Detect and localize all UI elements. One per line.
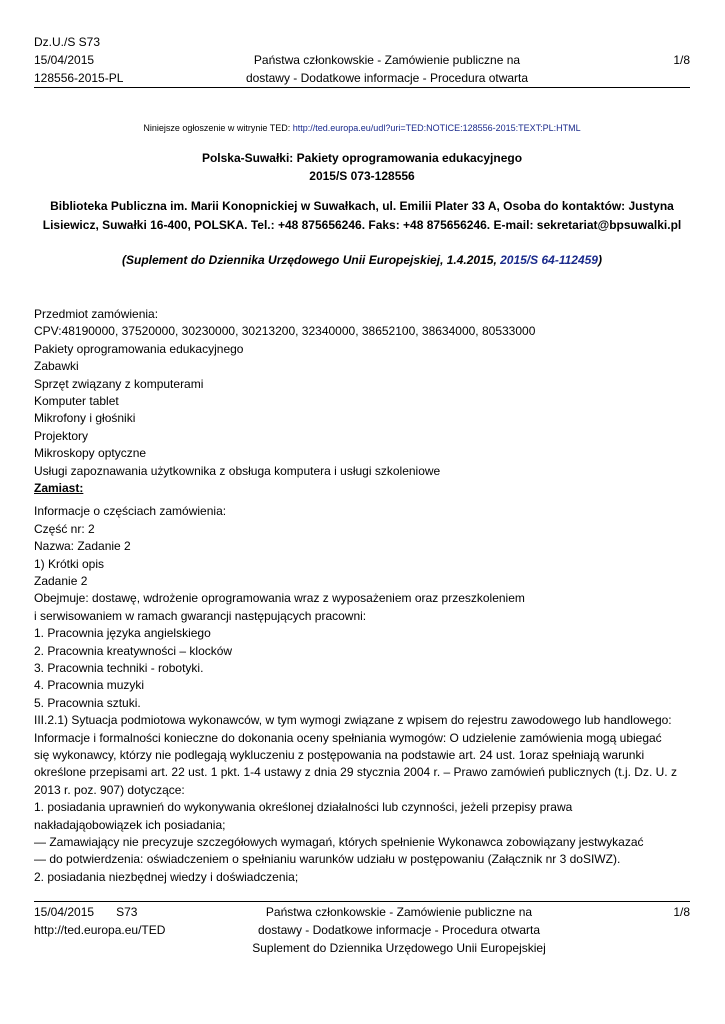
body-line: Nazwa: Zadanie 2 — [34, 539, 131, 554]
supplement-reference — [34, 251, 690, 269]
ted-notice-prefix: Niniejsze ogłoszenie w witrynie TED: — [143, 123, 291, 133]
body-line: — Zamawiający nie precyzuje szczegółowych wymagań, których spełnienie Wykonawca zobowiązany jestwykazać — [34, 835, 644, 850]
body-line: nakładająobowiązek ich posiadania; — [34, 817, 226, 832]
body-line: 1. Pracownia języka angielskiego — [34, 626, 211, 641]
header-title — [224, 51, 550, 87]
notice-title-line1: Polska-Suwałki: Pakiety oprogramowania edukacyjnego — [201, 151, 523, 165]
header-title-line2: dostawy - Dodatkowe informacje - Procedura otwarta — [245, 71, 529, 85]
contracting-line1: Biblioteka Publiczna im. Marii Konopnickiej w Suwałkach, ul. Emilii Plater 33 A, Osoba do kontaktów: Justyna — [50, 199, 674, 213]
body-line: Komputer tablet — [34, 393, 119, 408]
ted-notice — [34, 121, 690, 135]
body-line: 1) Krótki opis — [34, 556, 105, 571]
lots-section — [34, 503, 690, 886]
supplement-close: ) — [597, 253, 602, 267]
header-meta — [34, 33, 123, 87]
body-line: Przedmiot zamówienia: — [34, 307, 159, 321]
footer-title-line3: Suplement do Dziennika Urzędowego Unii Europejskiej — [252, 941, 546, 955]
supplement-link[interactable]: 2015/S 64-112459 — [500, 253, 598, 267]
body-line: Projektory — [34, 428, 89, 443]
footer-date: 15/04/2015 — [34, 905, 95, 919]
footer-title-line1: Państwa członkowskie - Zamówienie publiczne na — [265, 905, 533, 919]
footer-divider — [34, 901, 690, 902]
header-divider — [34, 87, 690, 88]
ted-notice-link[interactable]: http://ted.europa.eu/udl?uri=TED:NOTICE:128556-2015:TEXT:PL:HTML — [292, 123, 581, 133]
body-line: Informacje o częściach zamówienia: — [34, 504, 227, 519]
body-line: 5. Pracownia sztuki. — [34, 695, 141, 710]
body-line: Zabawki — [34, 359, 79, 374]
body-line: określone przepisami art. 22 ust. 1 pkt. 1-4 ustawy z dnia 29 stycznia 2004 r. – Prawo zamówień publicznych (t.j. Dz. U. z — [34, 765, 677, 780]
body-line: Usługi zapoznawania użytkownika z obsługa komputera i usługi szkoleniowe — [34, 463, 441, 478]
body-line: 2013 r. poz. 907) dotyczące: — [34, 782, 185, 797]
header-page-number: 1/8 — [673, 53, 690, 67]
body-line: i serwisowaniem w ramach gwarancji następujących pracowni: — [34, 608, 367, 623]
body-line: Mikroskopy optyczne — [34, 446, 147, 461]
supplement-text: (Suplement do Dziennika Urzędowego Unii Europejskiej, 1.4.2015, — [122, 253, 501, 267]
body-line: 4. Pracownia muzyki — [34, 678, 145, 693]
body-line: się wykonawcy, którzy nie podlegają wykluczeniu z postępowania na podstawie art. 24 ust. 1oraz spełniają warunki — [34, 747, 645, 762]
body-line: 1. posiadania uprawnień do wykonywania określonej działalności lub czynności, jeżeli przepisy prawa — [34, 800, 573, 815]
body-line: CPV:48190000, 37520000, 30230000, 30213200, 32340000, 38652100, 38634000, 80533000 — [34, 324, 536, 339]
footer-site: http://ted.europa.eu/TED — [34, 923, 166, 937]
footer-title-line2: dostawy - Dodatkowe informacje - Procedura otwarta — [257, 923, 541, 937]
zamiast-heading: Zamiast: — [34, 480, 84, 495]
notice-title-line2: 2015/S 073-128556 — [309, 169, 415, 183]
contracting-authority — [34, 197, 690, 235]
page-footer — [34, 903, 690, 963]
body-line: 3. Pracownia techniki - robotyki. — [34, 660, 204, 675]
body-line: 2. posiadania niezbędnej wiedzy i doświadczenia; — [34, 869, 299, 884]
body-line: Informacje i formalności konieczne do dokonania oceny spełniania wymogów: O udzielenie zamówienia mogą ubiegać — [34, 730, 662, 745]
body-line: — do potwierdzenia: oświadczeniem o spełnianiu warunków udziału w postępowaniu (Załącznik nr 3 doSIWZ). — [34, 852, 621, 867]
body-line: Zadanie 2 — [34, 573, 88, 588]
header-date: 15/04/2015 — [34, 53, 95, 67]
footer-meta — [34, 903, 165, 939]
notice-body — [34, 306, 690, 886]
header-notice-id: 128556-2015-PL — [34, 71, 124, 85]
body-line: Mikrofony i głośniki — [34, 411, 136, 426]
body-line: Pakiety oprogramowania edukacyjnego — [34, 341, 244, 356]
body-line: 2. Pracownia kreatywności – klocków — [34, 643, 233, 658]
body-line: Obejmuje: dostawę, wdrożenie oprogramowania wraz z wyposażeniem oraz przeszkoleniem — [34, 591, 525, 606]
body-line: III.2.1) Sytuacja podmiotowa wykonawców, w tym wymogi związane z wpisem do rejestru zawodowego lub handlowego: — [34, 713, 672, 728]
body-line: Sprzęt związany z komputerami — [34, 376, 204, 391]
contracting-line2: Lisiewicz, Suwałki 16-400, POLSKA. Tel.: +48 875656246. Faks: +48 875656246. E-mail: sekretariat@bpsuwalki.pl — [42, 218, 682, 232]
header-title-line1: Państwa członkowskie - Zamówienie publiczne na — [253, 53, 521, 67]
footer-code: S73 — [116, 905, 138, 919]
footer-title — [224, 903, 574, 957]
subject-section — [34, 306, 690, 497]
footer-page-number: 1/8 — [673, 905, 690, 919]
notice-title — [34, 149, 690, 185]
body-line: Część nr: 2 — [34, 521, 95, 536]
header-doc-ref: Dz.U./S S73 — [34, 35, 101, 49]
page-header — [34, 33, 690, 89]
